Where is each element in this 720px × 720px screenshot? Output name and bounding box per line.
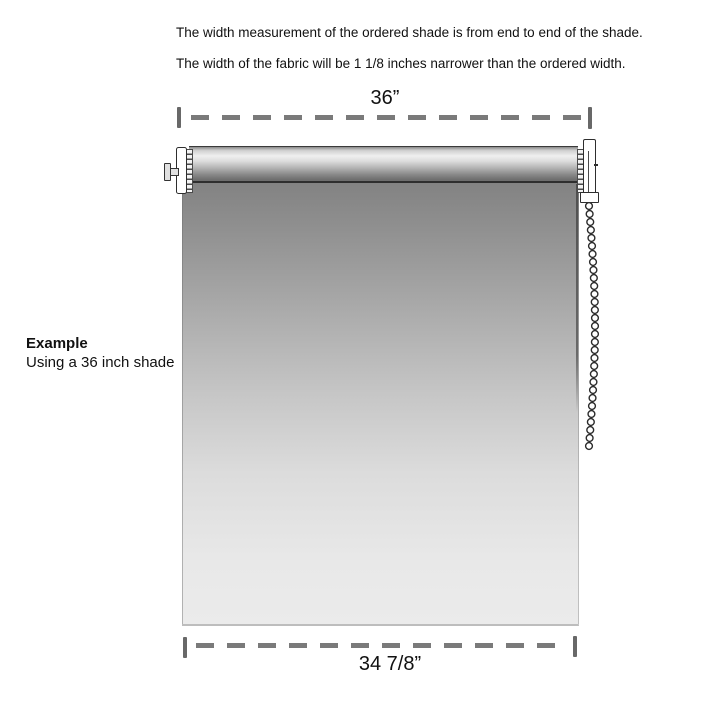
bead-chain-icon [582, 200, 604, 460]
right-bracket-slot [588, 151, 590, 197]
ordered-width-label: 36” [370, 87, 400, 109]
top-dimension-dashed-line [191, 115, 583, 120]
roller-tube [189, 146, 578, 183]
bottom-dimension-left-tick [183, 637, 188, 659]
chain-guide [580, 192, 599, 204]
example-caption [26, 334, 174, 372]
example-subtitle: Using a 36 inch shade [26, 354, 175, 371]
bottom-dimension-dashed-line [196, 643, 568, 648]
fabric-width-label: 34 7/8” [358, 653, 422, 675]
shade-fabric-panel [182, 182, 579, 626]
bottom-dimension-right-tick [573, 636, 578, 658]
instruction-line-1: The width measurement of the ordered shade is from end to end of the shade. [176, 25, 643, 40]
top-dimension-right-tick [588, 107, 593, 130]
left-mounting-pin-cap [164, 163, 171, 182]
top-dimension-left-tick [177, 107, 182, 129]
example-title: Example [26, 335, 88, 352]
fabric-right-edge-shadow [576, 184, 578, 412]
right-bracket-tab [594, 164, 599, 166]
instruction-line-2: The width of the fabric will be 1 1/8 inches narrower than the ordered width. [176, 56, 626, 71]
